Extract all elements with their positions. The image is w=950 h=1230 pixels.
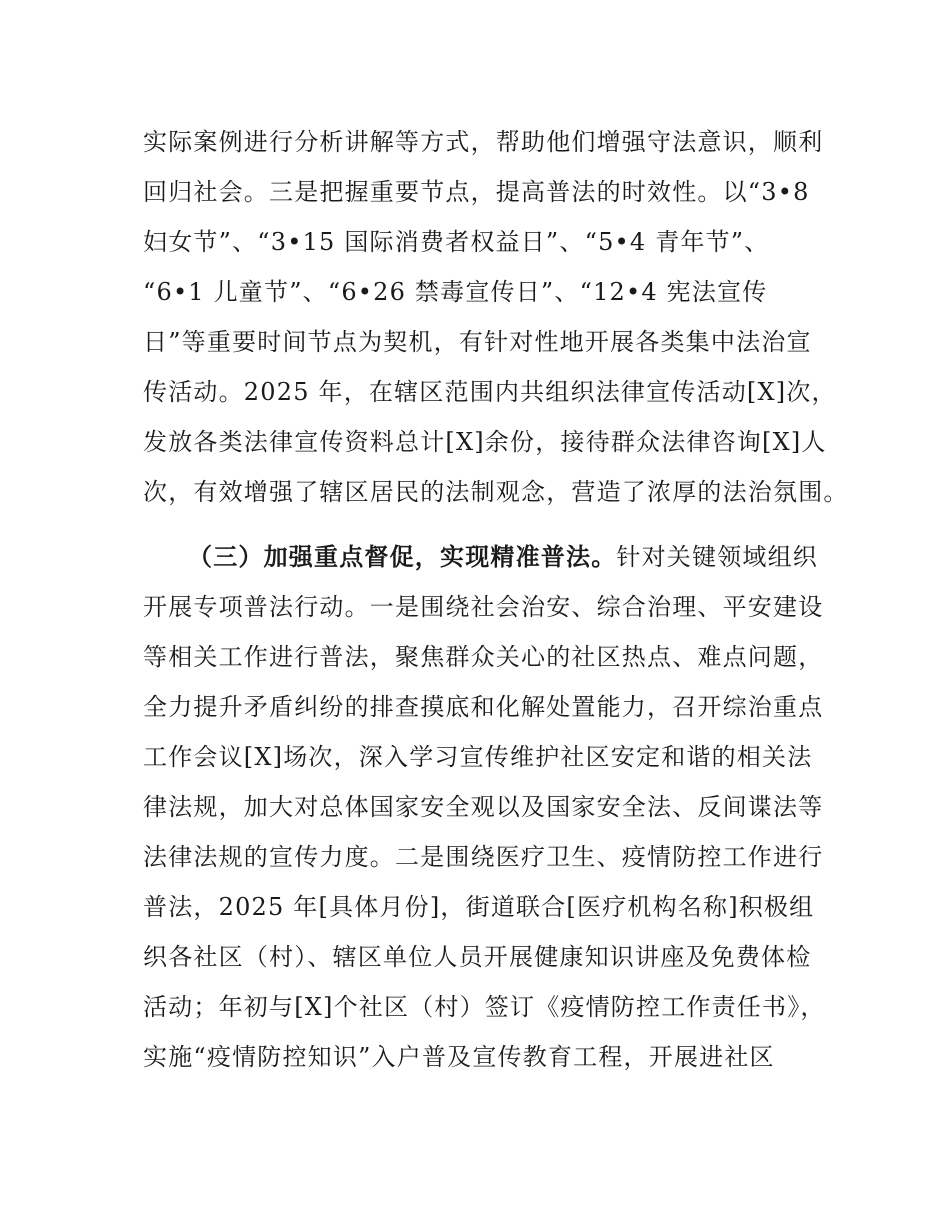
heading-line-continuation: 针对关键领域组织 <box>616 543 819 571</box>
text-line: 等相关工作进行普法，聚焦群众关心的社区热点、难点问题， <box>143 643 824 671</box>
text-line: 传活动。2025 年，在辖区范围内共组织法律宣传活动[X]次， <box>143 378 837 406</box>
text-line: 律法规，加大对总体国家安全观以及国家安全法、反间谍法等 <box>143 793 824 821</box>
text-line: 发放各类法律宣传资料总计[X]余份，接待群众法律咨询[X]人 <box>143 428 827 456</box>
text-line: 法律法规的宣传力度。二是围绕医疗卫生、疫情防控工作进行 <box>143 843 824 871</box>
text-line: 实际案例进行分析讲解等方式，帮助他们增强守法意识，顺利 <box>143 128 824 156</box>
text-line: 回归社会。三是把握重要节点，提高普法的时效性。以“3•8 <box>143 178 810 206</box>
section-heading: （三）加强重点督促，实现精准普法。 <box>188 542 617 571</box>
text-line: 日”等重要时间节点为契机，有针对性地开展各类集中法治宣 <box>143 328 812 356</box>
text-line: 活动；年初与[X]个社区（村）签订《疫情防控工作责任书》， <box>143 993 826 1021</box>
text-line: 次，有效增强了辖区居民的法制观念，营造了浓厚的法治氛围。 <box>143 478 849 506</box>
text-line: “6•1 儿童节”、“6•26 禁毒宣传日”、“12•4 宪法宣传 <box>143 278 768 306</box>
text-line: 开展专项普法行动。一是围绕社会治安、综合治理、平安建设 <box>143 593 824 621</box>
text-line: 全力提升矛盾纠纷的排查摸底和化解处置能力，召开综治重点 <box>143 693 824 721</box>
text-line: 织各社区（村）、辖区单位人员开展健康知识讲座及免费体检 <box>143 943 812 971</box>
text-line: 工作会议[X]场次，深入学习宣传维护社区安定和谐的相关法 <box>143 743 813 771</box>
text-line: 妇女节”、“3•15 国际消费者权益日”、“5•4 青年节”、 <box>143 228 770 256</box>
text-line: 实施“疫情防控知识”入户普及宣传教育工程，开展进社区 <box>143 1043 775 1071</box>
section-heading-line <box>188 537 818 577</box>
text-line: 普法，2025 年[具体月份]，街道联合[医疗机构名称]积极组 <box>143 893 815 921</box>
